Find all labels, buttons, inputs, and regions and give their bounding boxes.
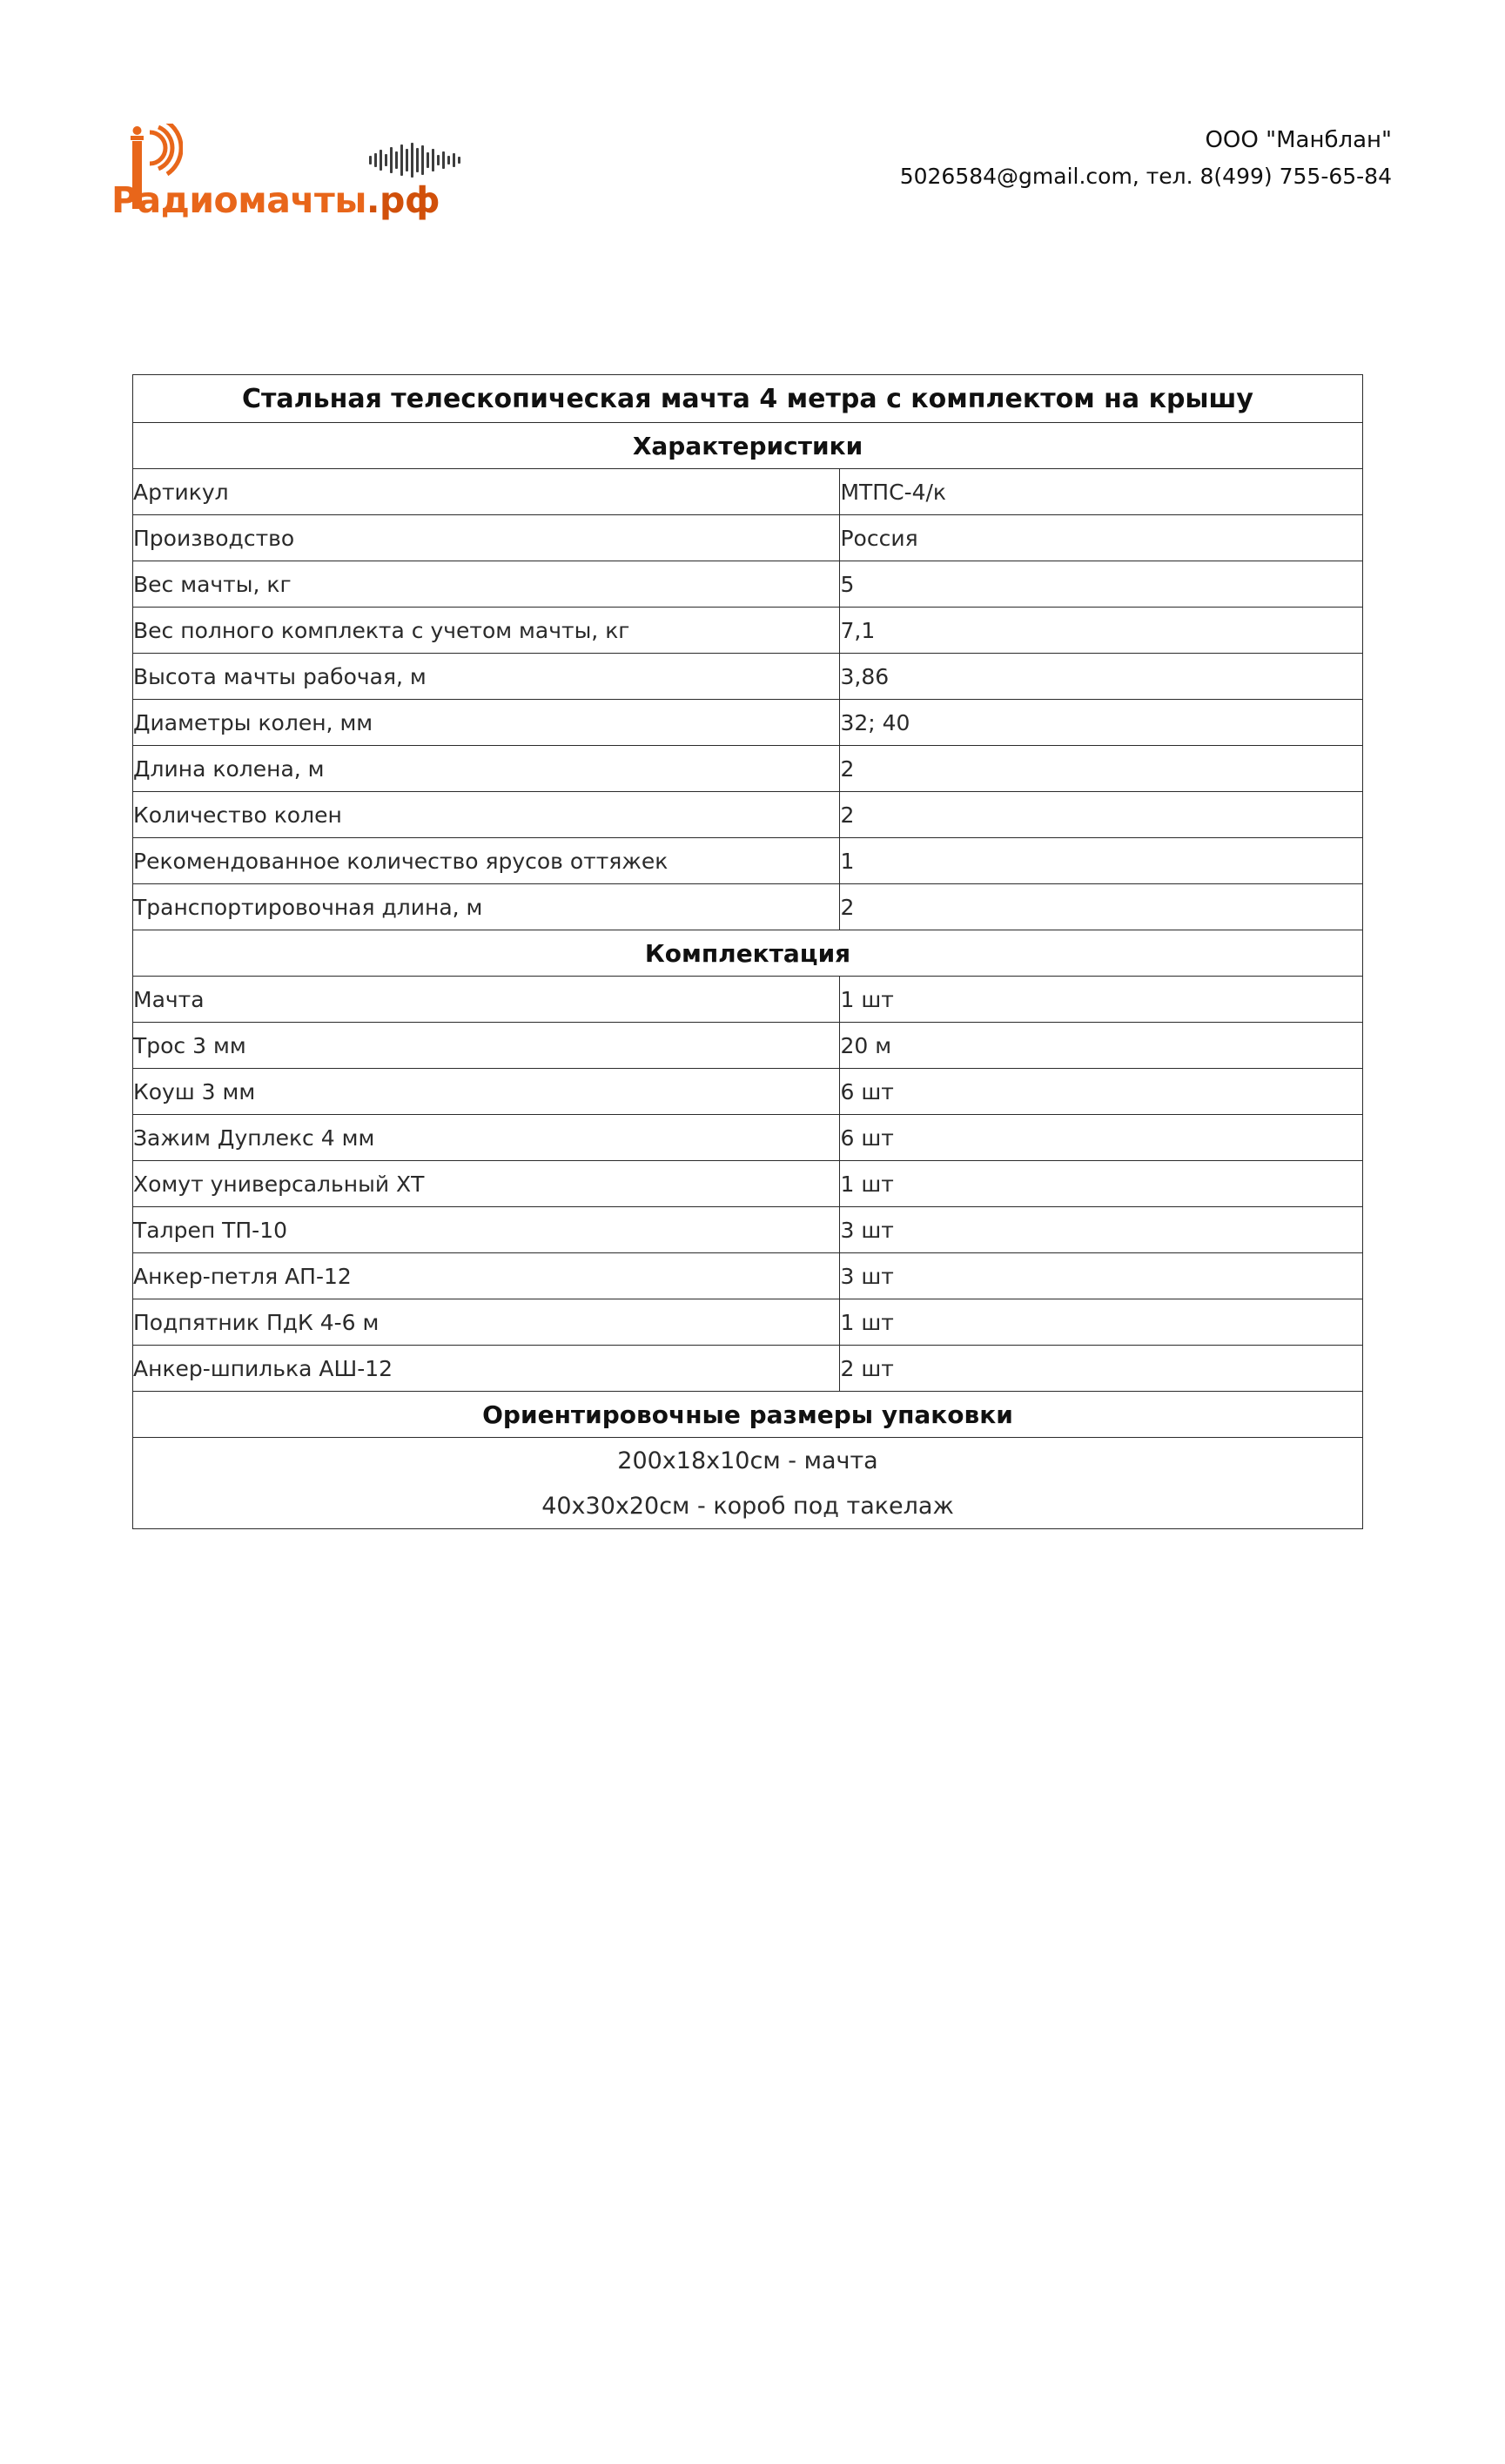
section-header-complectation <box>133 930 1363 977</box>
document-page <box>0 103 1505 2464</box>
row-label: Производство <box>133 515 840 561</box>
company-contacts: 5026584@gmail.com, тел. 8(499) 755-65-84 <box>899 164 1392 189</box>
row-label: Длина колена, м <box>133 746 840 792</box>
row-value: 3,86 <box>840 654 1363 700</box>
table-row <box>133 1023 1363 1069</box>
row-value: 2 <box>840 746 1363 792</box>
packaging-line: 200x18x10см - мачта <box>133 1438 1363 1484</box>
row-value: 3 шт <box>840 1253 1363 1299</box>
row-label: Анкер-шпилька АШ-12 <box>133 1346 840 1392</box>
row-value: 2 шт <box>840 1346 1363 1392</box>
row-value: 6 шт <box>840 1069 1363 1115</box>
row-label: Зажим Дуплекс 4 мм <box>133 1115 840 1161</box>
specification-table-wrapper <box>132 374 1363 1529</box>
table-row <box>133 792 1363 838</box>
table-row <box>133 700 1363 746</box>
row-label: Артикул <box>133 469 840 515</box>
row-label: Транспортировочная длина, м <box>133 884 840 930</box>
section-heading: Ориентировочные размеры упаковки <box>133 1392 1363 1438</box>
row-value: 1 шт <box>840 977 1363 1023</box>
table-row <box>133 608 1363 654</box>
table-row <box>133 469 1363 515</box>
table-row <box>133 838 1363 884</box>
table-row <box>133 884 1363 930</box>
row-label: Мачта <box>133 977 840 1023</box>
row-value: 5 <box>840 561 1363 608</box>
row-label: Рекомендованное количество ярусов оттяжек <box>133 838 840 884</box>
row-label: Высота мачты рабочая, м <box>133 654 840 700</box>
row-value: 2 <box>840 884 1363 930</box>
row-label: Коуш 3 мм <box>133 1069 840 1115</box>
page-title: Стальная телескопическая мачта 4 метра с комплектом на крышу <box>133 375 1363 423</box>
specification-table <box>132 374 1363 1529</box>
company-info <box>900 127 1392 189</box>
packaging-line: 40x30x20см - короб под такелаж <box>133 1483 1363 1529</box>
row-value: Россия <box>840 515 1363 561</box>
document-title-row <box>133 375 1363 423</box>
table-row <box>133 1253 1363 1299</box>
table-row <box>133 1346 1363 1392</box>
row-label: Талреп ТП-10 <box>133 1207 840 1253</box>
document-header <box>0 103 1505 251</box>
row-label: Вес мачты, кг <box>133 561 840 608</box>
row-value: 2 <box>840 792 1363 838</box>
section-heading: Комплектация <box>133 930 1363 977</box>
section-header-packaging <box>133 1392 1363 1438</box>
row-label: Количество колен <box>133 792 840 838</box>
table-row <box>133 561 1363 608</box>
table-row <box>133 1069 1363 1115</box>
logo-wordmark <box>111 179 440 221</box>
row-value: 6 шт <box>840 1115 1363 1161</box>
table-row <box>133 1299 1363 1346</box>
company-name: ООО "Манблан" <box>1205 127 1392 153</box>
sound-wave-icon <box>369 141 491 179</box>
row-value: 1 шт <box>840 1299 1363 1346</box>
table-row <box>133 1115 1363 1161</box>
section-header-characteristics <box>133 423 1363 469</box>
row-value: 32; 40 <box>840 700 1363 746</box>
table-row <box>133 977 1363 1023</box>
logo-wordmark-tld: .рф <box>366 179 440 221</box>
row-label: Вес полного комплекта с учетом мачты, кг <box>133 608 840 654</box>
row-label: Подпятник ПдК 4-6 м <box>133 1299 840 1346</box>
row-value: 20 м <box>840 1023 1363 1069</box>
table-row <box>133 746 1363 792</box>
table-row <box>133 1207 1363 1253</box>
logo-wordmark-name: Радиомачты <box>111 179 366 221</box>
row-value: 7,1 <box>840 608 1363 654</box>
packaging-line-row <box>133 1483 1363 1529</box>
row-label: Хомут универсальный ХТ <box>133 1161 840 1207</box>
row-label: Анкер-петля АП-12 <box>133 1253 840 1299</box>
row-value: МТПС-4/к <box>840 469 1363 515</box>
table-row <box>133 515 1363 561</box>
site-logo[interactable] <box>111 122 521 235</box>
row-label: Диаметры колен, мм <box>133 700 840 746</box>
table-row <box>133 1161 1363 1207</box>
packaging-line-row <box>133 1438 1363 1484</box>
row-label: Трос 3 мм <box>133 1023 840 1069</box>
row-value: 1 шт <box>840 1161 1363 1207</box>
row-value: 3 шт <box>840 1207 1363 1253</box>
section-heading: Характеристики <box>133 423 1363 469</box>
row-value: 1 <box>840 838 1363 884</box>
table-row <box>133 654 1363 700</box>
